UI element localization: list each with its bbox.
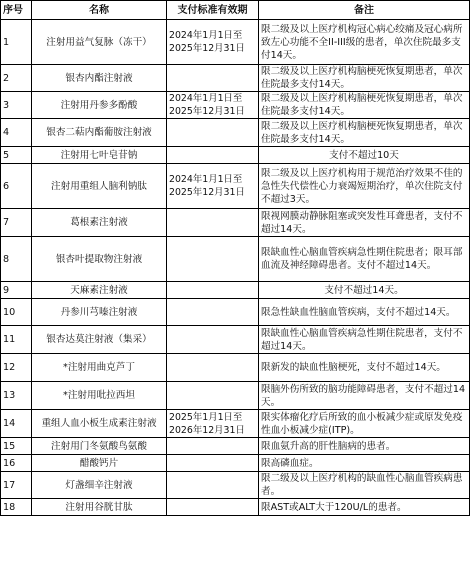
table-row [1,472,470,499]
header-remarks: 备注 [259,1,470,20]
drug-name-cell: 注射用门冬氨酸鸟氨酸 [32,438,167,455]
payment-period-cell: 2024年1月1日至 2025年12月31日 [167,164,259,209]
header-drug-name: 名称 [32,1,167,20]
payment-period-cell: 2024年1月1日至 2025年12月31日 [167,92,259,119]
drug-name-cell: 注射用重组人脑利钠肽 [32,164,167,209]
drug-name-cell: 葛根素注射液 [32,209,167,237]
drug-name-cell: 天麻素注射液 [32,282,167,299]
serial-number-cell: 1 [1,20,32,65]
table-row [1,147,470,164]
payment-period-cell [167,354,259,382]
serial-number-cell: 8 [1,237,32,282]
drug-name-cell: 注射用七叶皂苷钠 [32,147,167,164]
table-row [1,237,470,282]
remark-cell: 限高磷血症。 [259,455,470,472]
payment-period-cell [167,382,259,410]
serial-number-cell: 15 [1,438,32,455]
table-row [1,65,470,92]
remark-cell: 限急性缺血性脑血管疾病，支付不超过14天。 [259,299,470,326]
table-row [1,209,470,237]
drug-name-cell: 银杏达莫注射液（集采） [32,326,167,354]
serial-number-cell: 11 [1,326,32,354]
payment-period-cell: 2025年1月1日至 2026年12月31日 [167,410,259,438]
serial-number-cell: 3 [1,92,32,119]
remark-cell: 限二级及以上医疗机构用于规范治疗效果不佳的急性失代偿性心力衰竭短期治疗，单次住院支付不超过3天。 [259,164,470,209]
remark-cell: 限血氨升高的肝性脑病的患者。 [259,438,470,455]
drug-name-cell: 灯盏细辛注射液 [32,472,167,499]
remark-cell: 支付不超过10天 [259,147,470,164]
remark-cell: 限二级及以上医疗机构脑梗死恢复期患者，单次住院最多支付14天。 [259,65,470,92]
serial-number-cell: 6 [1,164,32,209]
table-row [1,354,470,382]
serial-number-cell: 12 [1,354,32,382]
drug-name-cell: 丹参川芎嗪注射液 [32,299,167,326]
serial-number-cell: 4 [1,119,32,147]
payment-period-cell [167,282,259,299]
table-row [1,92,470,119]
drug-name-cell: 注射用谷胱甘肽 [32,499,167,516]
drug-name-cell: 注射用丹参多酚酸 [32,92,167,119]
payment-period-cell [167,147,259,164]
table-row [1,438,470,455]
drug-name-cell: 银杏内酯注射液 [32,65,167,92]
serial-number-cell: 2 [1,65,32,92]
remark-cell: 限二级及以上医疗机构脑梗死恢复期患者，单次住院最多支付14天。 [259,119,470,147]
table-header-row [1,1,470,20]
table-row [1,326,470,354]
remark-cell: 限二级及以上医疗机构脑梗死恢复期患者，单次住院最多支付14天。 [259,92,470,119]
remark-cell: 限新发的缺血性脑梗死，支付不超过14天。 [259,354,470,382]
drug-name-cell: 重组人血小板生成素注射液 [32,410,167,438]
drug-name-cell: 银杏叶提取物注射液 [32,237,167,282]
header-payment-period: 支付标准有效期 [167,1,259,20]
serial-number-cell: 16 [1,455,32,472]
drug-name-cell: *注射用吡拉西坦 [32,382,167,410]
payment-period-cell [167,455,259,472]
table-row [1,119,470,147]
payment-period-cell [167,299,259,326]
serial-number-cell: 5 [1,147,32,164]
table-row [1,282,470,299]
payment-period-cell [167,119,259,147]
drug-name-cell: 注射用益气复脉（冻干） [32,20,167,65]
payment-period-cell [167,472,259,499]
serial-number-cell: 9 [1,282,32,299]
payment-period-cell [167,438,259,455]
header-serial-number: 序号 [1,1,32,20]
remark-cell: 限二级及以上医疗机构冠心病心绞痛及冠心病所致左心功能不全II-III级的患者，单次住院最多支付14天。 [259,20,470,65]
payment-period-cell: 2024年1月1日至 2025年12月31日 [167,20,259,65]
payment-period-cell [167,209,259,237]
table-row [1,299,470,326]
table-row [1,20,470,65]
remark-cell: 限实体瘤化疗后所致的血小板减少症或原发免疫性血小板减少症(ITP)。 [259,410,470,438]
table-row [1,382,470,410]
table-body [1,20,470,516]
table-row [1,499,470,516]
serial-number-cell: 10 [1,299,32,326]
remark-cell: 限视网膜动静脉阻塞或突发性耳聋患者，支付不超过14天。 [259,209,470,237]
serial-number-cell: 13 [1,382,32,410]
table-row [1,410,470,438]
drug-name-cell: 银杏二萜内酯葡胺注射液 [32,119,167,147]
payment-period-cell [167,65,259,92]
remark-cell: 限二级及以上医疗机构的缺血性心脑血管疾病患者。 [259,472,470,499]
remark-cell: 支付不超过14天。 [259,282,470,299]
serial-number-cell: 14 [1,410,32,438]
remark-cell: 限脑外伤所致的脑功能障碍患者，支付不超过14天。 [259,382,470,410]
payment-period-cell [167,499,259,516]
payment-period-cell [167,237,259,282]
drug-name-cell: *注射用曲克芦丁 [32,354,167,382]
remark-cell: 限缺血性心脑血管疾病急性期住院患者；限耳部血流及神经障碍患者。支付不超过14天。 [259,237,470,282]
remark-cell: 限缺血性心脑血管疾病急性期住院患者，支付不超过14天。 [259,326,470,354]
serial-number-cell: 7 [1,209,32,237]
table-row [1,164,470,209]
serial-number-cell: 18 [1,499,32,516]
drug-name-cell: 醋酸钙片 [32,455,167,472]
remark-cell: 限AST或ALT大于120U/L的患者。 [259,499,470,516]
table-row [1,455,470,472]
serial-number-cell: 17 [1,472,32,499]
payment-period-cell [167,326,259,354]
